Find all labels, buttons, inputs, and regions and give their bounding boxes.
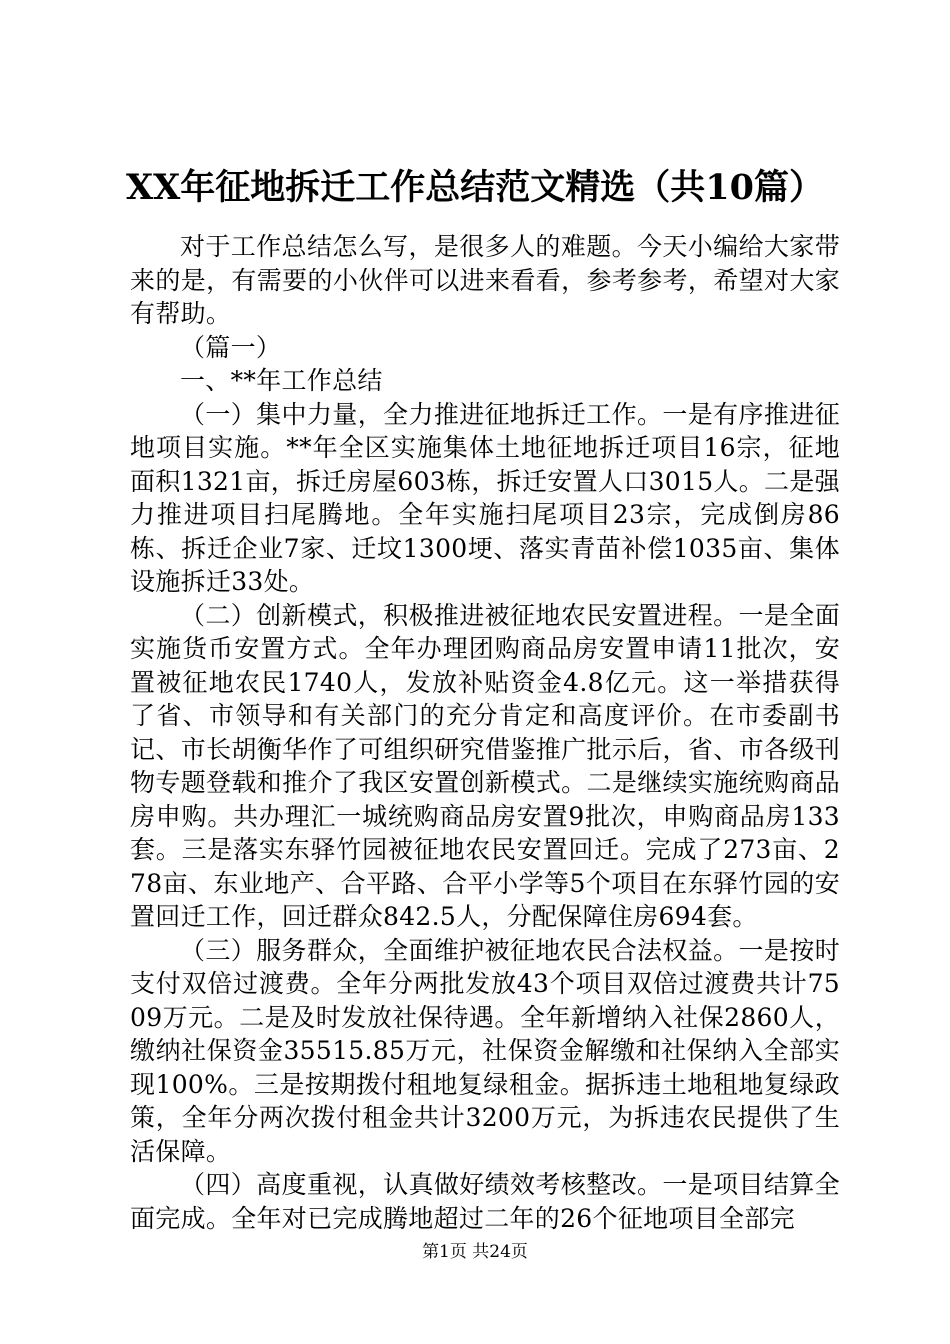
section-heading-chapter-one: （篇一） bbox=[180, 332, 282, 362]
intro-paragraph: 对于工作总结怎么写，是很多人的难题。今天小编给大家带来的是，有需要的小伙伴可以进来看看，参考参考，希望对大家有帮助。 bbox=[130, 232, 840, 328]
paragraph-part-three: （三）服务群众，全面维护被征地农民合法权益。一是按时支付双倍过渡费。全年分两批发放43个项目双倍过渡费共计7509万元。二是及时发放社保待遇。全年新增纳入社保2860人，缴纳社保资金35515.85万元，社保资金解缴和社保纳入全部实现100%。三是按期拨付租地复绿租金。据拆违土地租地复绿政策，全年分两次拨付租金共计3200万元，为拆违农民提供了生活保障。 bbox=[130, 935, 840, 1166]
page-number-footer: 第1页 共24页 bbox=[422, 1242, 528, 1262]
section-heading-work-summary: 一、**年工作总结 bbox=[180, 366, 383, 395]
paragraph-part-one: （一）集中力量，全力推进征地拆迁工作。一是有序推进征地项目实施。**年全区实施集体土地征地拆迁项目16宗，征地面积1321亩，拆迁房屋603栋，拆迁安置人口3015人。二是强力推进项目扫尾腾地。全年实施扫尾项目23宗，完成倒房86栋、拆迁企业7家、迁坟1300埂、落实青苗补偿1035亩、集体设施拆迁33处。 bbox=[130, 399, 840, 596]
document-title: XX年征地拆迁工作总结范文精选（共10篇） bbox=[125, 167, 825, 208]
paragraph-part-two: （二）创新模式，积极推进被征地农民安置进程。一是全面实施货币安置方式。全年办理团购商品房安置申请11批次，安置被征地农民1740人，发放补贴资金4.8亿元。这一举措获得了省、市领导和有关部门的充分肯定和高度评价。在市委副书记、市长胡衡华作了可组织研究借鉴推广批示后，省、市各级刊物专题登载和推介了我区安置创新模式。二是继续实施统购商品房申购。共办理汇一城统购商品房安置9批次，申购商品房133套。三是落实东驿竹园被征地农民安置回迁。完成了273亩、278亩、东业地产、合平路、合平小学等5个项目在东驿竹园的安置回迁工作，回迁群众842.5人，分配保障住房694套。 bbox=[130, 600, 840, 931]
document-body bbox=[130, 230, 840, 1235]
paragraph-part-four: （四）高度重视，认真做好绩效考核整改。一是项目结算全面完成。全年对已完成腾地超过二年的26个征地项目全部完 bbox=[130, 1170, 840, 1233]
